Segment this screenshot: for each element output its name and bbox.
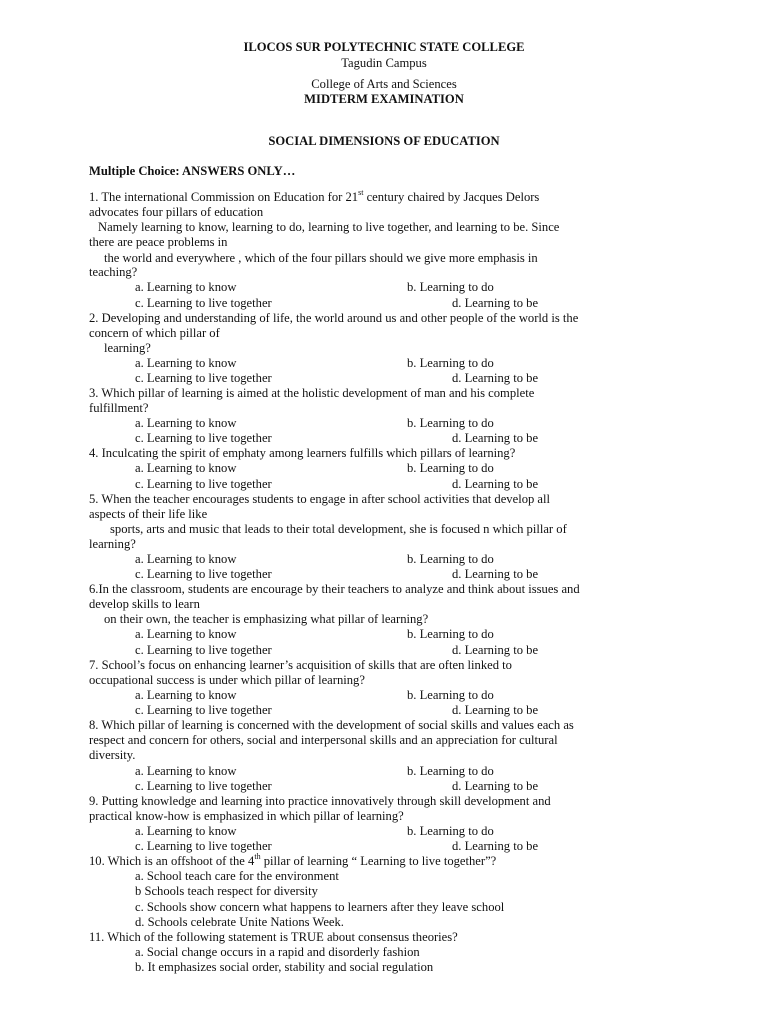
q1-option-b: b. Learning to do	[407, 280, 494, 294]
question-1-line-6: teaching?	[89, 265, 138, 279]
question-6-line-3: on their own, the teacher is emphasizing what pillar of learning?	[104, 612, 429, 626]
q8-option-a: a. Learning to know	[135, 764, 237, 778]
question-11: 11. Which of the following statement is TRUE about consensus theories?	[89, 930, 458, 944]
q5-option-b: b. Learning to do	[407, 552, 494, 566]
campus-name: Tagudin Campus	[341, 56, 427, 70]
q11-option-b: b. It emphasizes social order, stability and social regulation	[135, 960, 434, 974]
question-1-line-2: advocates four pillars of education	[89, 205, 264, 219]
q5-option-c: c. Learning to live together	[135, 567, 272, 581]
question-9-line-2: practical know-how is emphasized in which pillar of learning?	[89, 809, 404, 823]
question-5-line-2: aspects of their life like	[89, 507, 208, 521]
q9-option-b: b. Learning to do	[407, 824, 494, 838]
q7-option-b: b. Learning to do	[407, 688, 494, 702]
q6-option-a: a. Learning to know	[135, 627, 237, 641]
subject-title: SOCIAL DIMENSIONS OF EDUCATION	[268, 134, 500, 148]
q6-option-c: c. Learning to live together	[135, 643, 272, 657]
q3-option-b: b. Learning to do	[407, 416, 494, 430]
college-name: College of Arts and Sciences	[311, 77, 457, 91]
question-6: 6.In the classroom, students are encourage by their teachers to analyze and think about issues and	[89, 582, 580, 596]
q1-option-a: a. Learning to know	[135, 280, 237, 294]
q1-option-c: c. Learning to live together	[135, 296, 272, 310]
question-10-sup: th	[254, 851, 261, 861]
q6-option-b: b. Learning to do	[407, 627, 494, 641]
question-5: 5. When the teacher encourages students to engage in after school activities that develop all	[89, 492, 551, 506]
question-6-line-2: develop skills to learn	[89, 597, 200, 611]
q4-option-c: c. Learning to live together	[135, 477, 272, 491]
q4-option-d: d. Learning to be	[452, 477, 539, 491]
q7-option-d: d. Learning to be	[452, 703, 539, 717]
question-8-line-2: respect and concern for others, social and interpersonal skills and an appreciation for cultural	[89, 733, 558, 747]
q2-option-d: d. Learning to be	[452, 371, 539, 385]
q10-option-b: b Schools teach respect for diversity	[135, 884, 318, 898]
q8-option-d: d. Learning to be	[452, 779, 539, 793]
q8-option-b: b. Learning to do	[407, 764, 494, 778]
question-1-line-5: the world and everywhere , which of the four pillars should we give more emphasis in	[104, 251, 538, 265]
q5-option-a: a. Learning to know	[135, 552, 237, 566]
institution-name: ILOCOS SUR POLYTECHNIC STATE COLLEGE	[243, 40, 525, 54]
q7-option-c: c. Learning to live together	[135, 703, 272, 717]
q9-option-a: a. Learning to know	[135, 824, 237, 838]
q11-option-a: a. Social change occurs in a rapid and disorderly fashion	[135, 945, 420, 959]
question-1-text-a: 1. The international Commission on Education for 21	[89, 190, 359, 204]
question-10-text-b: pillar of learning “ Learning to live together”?	[260, 854, 497, 868]
q7-option-a: a. Learning to know	[135, 688, 237, 702]
question-9: 9. Putting knowledge and learning into practice innovatively through skill development and	[89, 794, 551, 808]
q5-option-d: d. Learning to be	[452, 567, 539, 581]
q10-option-d: d. Schools celebrate Unite Nations Week.	[135, 915, 344, 929]
q3-option-c: c. Learning to live together	[135, 431, 272, 445]
q3-option-d: d. Learning to be	[452, 431, 539, 445]
question-1-line-4: there are peace problems in	[89, 235, 228, 249]
exam-title: MIDTERM EXAMINATION	[304, 92, 464, 106]
q10-option-c: c. Schools show concern what happens to learners after they leave school	[135, 900, 505, 914]
q4-option-b: b. Learning to do	[407, 461, 494, 475]
question-10-text-a: 10. Which is an offshoot of the 4	[89, 854, 255, 868]
question-5-line-3: sports, arts and music that leads to their total development, she is focused n which pillar of	[110, 522, 567, 536]
q3-option-a: a. Learning to know	[135, 416, 237, 430]
q8-option-c: c. Learning to live together	[135, 779, 272, 793]
q4-option-a: a. Learning to know	[135, 461, 237, 475]
q9-option-d: d. Learning to be	[452, 839, 539, 853]
question-2-line-3: learning?	[104, 341, 151, 355]
question-4: 4. Inculcating the spirit of emphaty among learners fulfills which pillars of learning?	[89, 446, 516, 460]
question-3: 3. Which pillar of learning is aimed at the holistic development of man and his complete	[89, 386, 535, 400]
question-2-line-2: concern of which pillar of	[89, 326, 220, 340]
question-7: 7. School’s focus on enhancing learner’s acquisition of skills that are often linked to	[89, 658, 512, 672]
instructions: Multiple Choice: ANSWERS ONLY…	[89, 164, 296, 178]
question-10	[89, 851, 497, 869]
question-8: 8. Which pillar of learning is concerned with the development of social skills and values each as	[89, 718, 574, 732]
question-5-line-4: learning?	[89, 537, 136, 551]
q2-option-b: b. Learning to do	[407, 356, 494, 370]
question-8-line-3: diversity.	[89, 748, 136, 762]
question-2: 2. Developing and understanding of life, the world around us and other people of the world is the	[89, 311, 579, 325]
question-1	[89, 187, 540, 205]
question-7-line-2: occupational success is under which pillar of learning?	[89, 673, 365, 687]
question-3-line-2: fulfillment?	[89, 401, 149, 415]
q10-option-a: a. School teach care for the environment	[135, 869, 339, 883]
q9-option-c: c. Learning to live together	[135, 839, 272, 853]
q2-option-a: a. Learning to know	[135, 356, 237, 370]
q1-option-d: d. Learning to be	[452, 296, 539, 310]
q2-option-c: c. Learning to live together	[135, 371, 272, 385]
q6-option-d: d. Learning to be	[452, 643, 539, 657]
question-1-line-3: Namely learning to know, learning to do, learning to live together, and learning to be. Since	[98, 220, 560, 234]
question-1-sup: st	[358, 187, 364, 197]
question-1-text-b: century chaired by Jacques Delors	[363, 190, 540, 204]
